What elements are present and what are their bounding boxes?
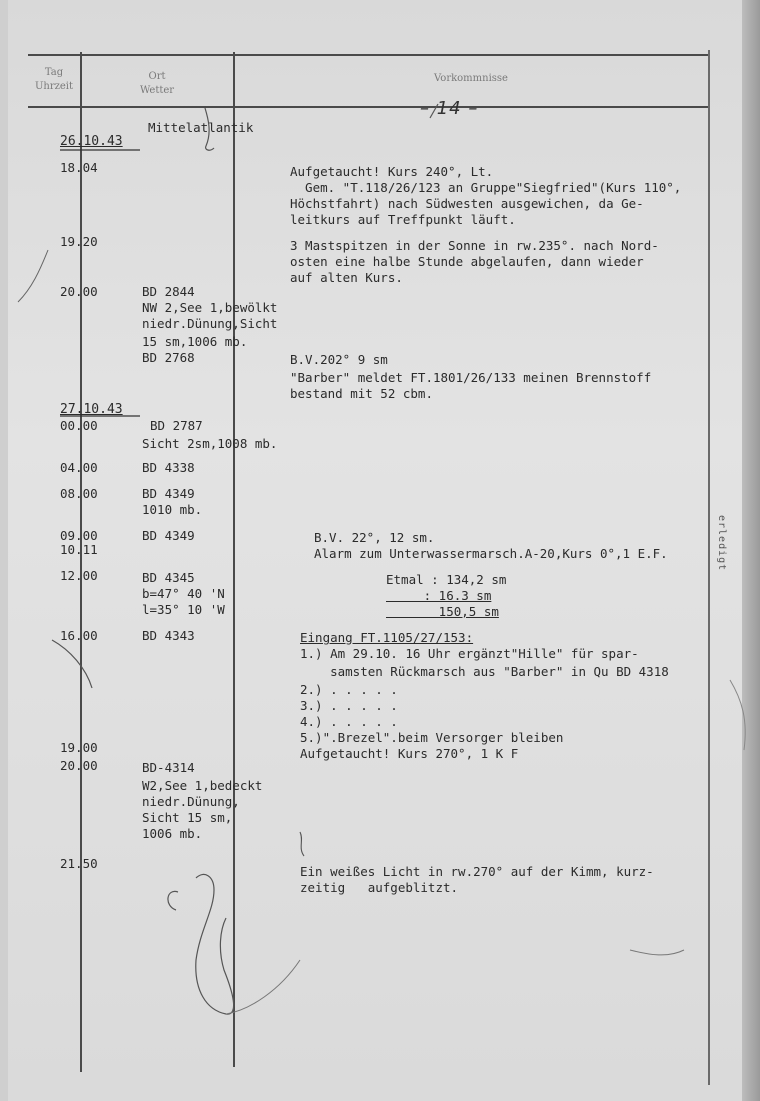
header-place-label: Ort (148, 71, 166, 82)
entry-event-line: 4.) . . . . . (300, 714, 398, 729)
entry-place-line: 1006 mb. (142, 826, 203, 841)
entry-time: 09.00 (60, 528, 98, 543)
date-27-10-43: 27.10.43 (60, 402, 123, 417)
pencil-tick-top (430, 104, 438, 118)
entry-time: 21.50 (60, 856, 98, 871)
entry-time: 08.00 (60, 486, 98, 501)
entry-event-line: osten eine halbe Stunde abgelaufen, dann wieder (290, 254, 644, 269)
entry-time: 20.00 (60, 758, 98, 773)
pencil-signature (168, 874, 234, 1014)
entry-place-line: l=35° 10 'W (142, 602, 225, 617)
pencil-hook-top (205, 108, 214, 150)
entry-event-line: 3 Mastspitzen in der Sonne in rw.235°. nach Nord- (290, 238, 659, 253)
pencil-arc-left (18, 250, 48, 302)
pencil-squiggle (300, 832, 304, 856)
entry-place-line: BD 2787 (150, 418, 203, 433)
entry-event-line: 2.) . . . . . (300, 682, 398, 697)
entry-time: 16.00 (60, 628, 98, 643)
entry-place-line: niedr.Dünung, (142, 794, 240, 809)
entry-event-line: 1.) Am 29.10. 16 Uhr ergänzt"Hille" für spar- (300, 646, 639, 661)
entry-place-line: BD 2768 (142, 350, 195, 365)
region-label: Mittelatlantik (148, 120, 254, 135)
entry-time: 12.00 (60, 568, 98, 583)
entry-time: 18.04 (60, 160, 98, 175)
entry-event-line: Eingang FT.1105/27/153: (300, 630, 474, 645)
etmal-line: : 16.3 sm (386, 588, 492, 603)
entry-place-line: 1010 mb. (142, 502, 203, 517)
entry-event-line: B.V. 22°, 12 sm. (314, 530, 435, 545)
entry-time: 19.20 (60, 234, 98, 249)
entry-place-line: BD-4314 (142, 760, 195, 775)
header-weather-label: Wetter (139, 85, 175, 96)
entry-place-line: BD 4343 (142, 628, 195, 643)
entry-event-line: Aufgetaucht! Kurs 270°, 1 K F (300, 746, 519, 761)
entry-event-line: 3.) . . . . . (300, 698, 398, 713)
margin-note: erledigt (716, 515, 727, 572)
entry-event-line: Alarm zum Unterwassermarsch.A-20,Kurs 0°,1 E.F. (314, 546, 668, 561)
entry-time: 19.00 (60, 740, 98, 755)
entry-event-line: zeitig aufgeblitzt. (300, 880, 459, 895)
entry-place-line: BD 4345 (142, 570, 195, 585)
page-number: – 14 – (420, 98, 479, 119)
pencil-arc-mid (52, 640, 92, 688)
entry-event-line: samsten Rückmarsch aus "Barber" in Qu BD 4318 (300, 664, 669, 679)
entry-event-line: "Barber" meldet FT.1801/26/133 meinen Brennstoff (290, 370, 652, 385)
etmal-line: Etmal : 134,2 sm (386, 572, 507, 587)
date-26-10-43: 26.10.43 (60, 134, 123, 149)
entry-place-line: BD 2844 (142, 284, 195, 299)
pencil-curve-bottom (226, 960, 300, 1014)
entry-place-line: BD 4349 (142, 486, 195, 501)
entry-event-line: Ein weißes Licht in rw.270° auf der Kimm, kurz- (300, 864, 654, 879)
entry-place-line: Sicht 2sm,1008 mb. (142, 436, 278, 451)
entry-place-line: BD 4338 (142, 460, 195, 475)
entry-time-secondary: 10.11 (60, 542, 98, 557)
entry-event-line: Höchstfahrt) nach Südwesten ausgewichen, da Ge- (290, 196, 644, 211)
entry-time: 20.00 (60, 284, 98, 299)
entry-event-line: 5.)".Brezel".beim Versorger bleiben (300, 730, 564, 745)
entry-place-line: 15 sm,1006 mb. (142, 334, 248, 349)
entry-event-line: bestand mit 52 cbm. (290, 386, 433, 401)
entry-place-line: niedr.Dünung,Sicht (142, 316, 278, 331)
pencil-arc-right (730, 680, 745, 750)
entry-event-line: Aufgetaucht! Kurs 240°, Lt. (290, 164, 494, 179)
entry-place-line: Sicht 15 sm, (142, 810, 233, 825)
entry-time: 04.00 (60, 460, 98, 475)
entry-place-line: b=47° 40 'N (142, 586, 225, 601)
entry-place-line: BD 4349 (142, 528, 195, 543)
etmal-line: 150,5 sm (386, 604, 499, 619)
entry-time: 00.00 (60, 418, 98, 433)
entry-event-line: auf alten Kurs. (290, 270, 403, 285)
header-day-label: Tag (44, 67, 64, 78)
header-events: Vorkommnisse (434, 73, 508, 84)
header-time-label: Uhrzeit (34, 81, 74, 92)
entry-event-line: B.V.202° 9 sm (290, 352, 388, 367)
entry-place-line: W2,See 1,bedeckt (142, 778, 263, 793)
entry-event-line: leitkurs auf Treffpunkt läuft. (290, 212, 516, 227)
entry-place-line: NW 2,See 1,bewölkt (142, 300, 278, 315)
pencil-curve-right (630, 950, 684, 955)
entry-event-line: Gem. "T.118/26/123 an Gruppe"Siegfried"(Kurs 110°, (290, 180, 682, 195)
